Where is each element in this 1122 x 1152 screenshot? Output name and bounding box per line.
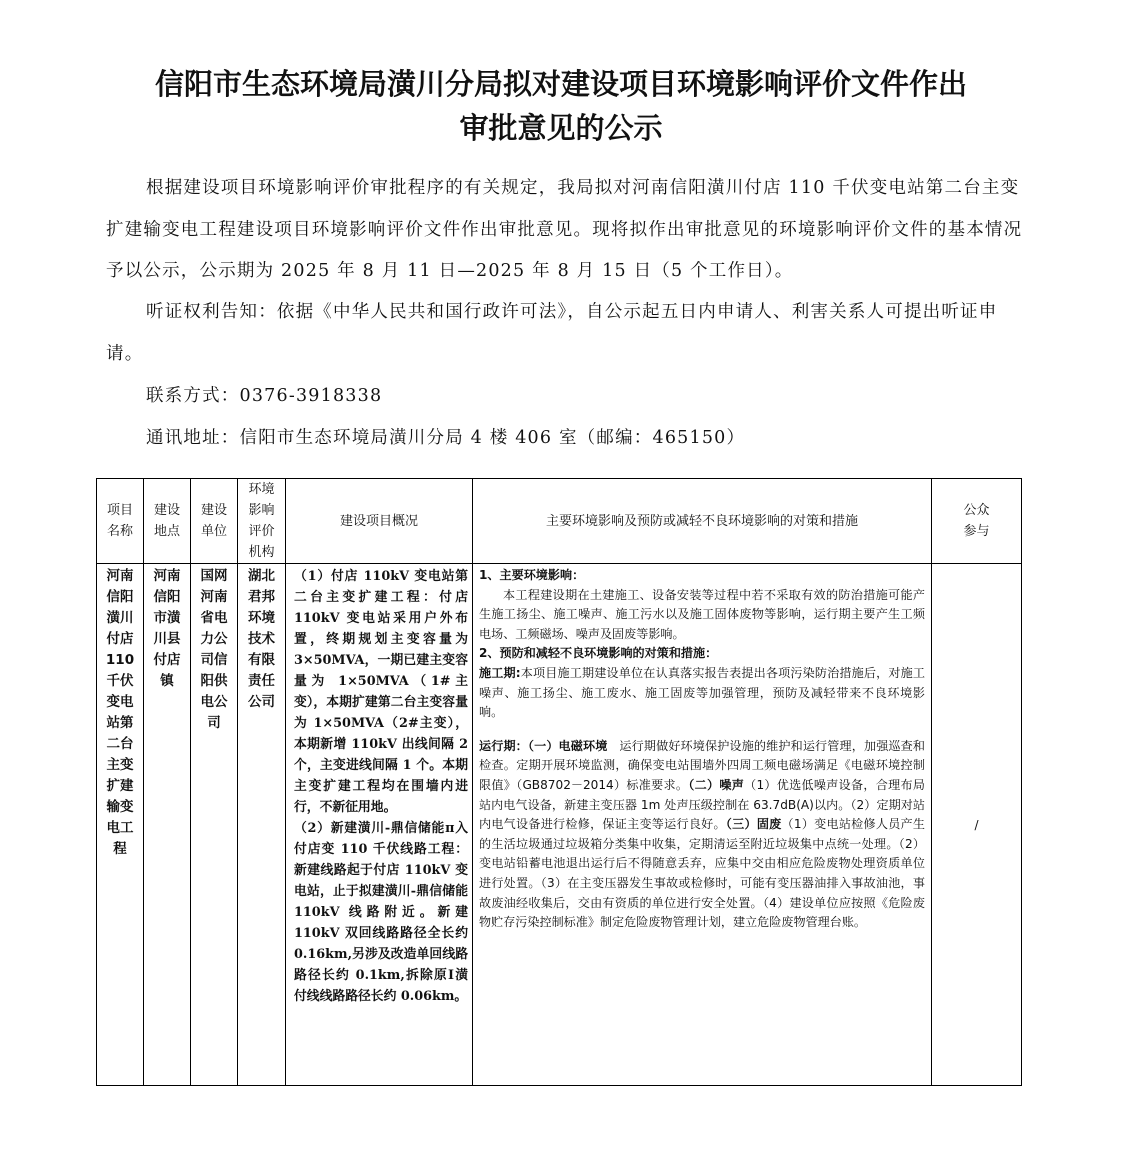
table-row bbox=[97, 564, 1022, 1086]
cell-agency bbox=[238, 564, 286, 1086]
text-line: 电公 bbox=[200, 694, 228, 710]
waste-label: （三）固废 bbox=[725, 817, 782, 832]
noise-label: （二）噪声 bbox=[688, 777, 745, 792]
text-line: 技术 bbox=[248, 631, 275, 647]
text-line: 责任 bbox=[248, 673, 275, 689]
text-line: 二台 bbox=[106, 736, 134, 752]
text-line: 力公 bbox=[200, 631, 228, 647]
text-line: 程 bbox=[113, 841, 127, 857]
text-line: 参与 bbox=[963, 524, 990, 539]
cell-project-name bbox=[97, 564, 144, 1086]
text-line: 川县 bbox=[153, 631, 181, 647]
text-line: 变电 bbox=[106, 694, 134, 710]
cell-impact bbox=[473, 564, 932, 1086]
impact-main-text: 本工程建设期在土建施工、设备安装等过程中若不采取有效的防治措施可能产生施工扬尘、施工噪声、施工污水以及施工固体废物等影响，运行期主要产生工频电场、工频磁场、噪声及固废等影响。 bbox=[479, 587, 925, 641]
mailing-address: 通讯地址：信阳市生态环境局潢川分局 4 楼 406 室（邮编：465150） bbox=[146, 428, 746, 448]
text-line: 机构 bbox=[248, 545, 275, 560]
text-line: 项目 bbox=[106, 503, 133, 518]
text-line: 司 bbox=[207, 715, 221, 731]
header-impact: 主要环境影响及预防或减轻不良环境影响的对策和措施 bbox=[473, 479, 932, 564]
text-line: 湖北 bbox=[248, 568, 275, 584]
text-line: 地点 bbox=[153, 524, 180, 539]
text-line: 影响 bbox=[248, 503, 275, 518]
text-line: 付店 bbox=[153, 652, 181, 668]
text-line: 有限 bbox=[248, 652, 275, 668]
text-line: 信阳 bbox=[106, 589, 134, 605]
header-summary: 建设项目概况 bbox=[286, 479, 473, 564]
table-header-row bbox=[97, 479, 1022, 564]
hearing-notice: 听证权利告知：依据《中华人民共和国行政许可法》，自公示起五日内申请人、利害关系人可提出听证申请。 bbox=[106, 302, 998, 364]
page-title-line2: 审批意见的公示 bbox=[459, 111, 663, 145]
text-line: 河南 bbox=[153, 568, 181, 584]
impact-heading-2: 2、预防和减轻不良环境影响的对策和措施： bbox=[479, 646, 718, 661]
operation-label: 运行期：（一）电磁环境 bbox=[479, 738, 608, 753]
text-line: 110 bbox=[105, 652, 135, 668]
text-line: 河南 bbox=[106, 568, 134, 584]
text-line: 输变 bbox=[106, 799, 134, 815]
header-unit bbox=[191, 479, 238, 564]
text-line: 信阳 bbox=[153, 589, 181, 605]
text-line: 国网 bbox=[200, 568, 228, 584]
impact-operation bbox=[479, 737, 925, 933]
construction-label: 施工期: bbox=[479, 665, 521, 680]
intro-paragraph: 根据建设项目环境影响评价审批程序的有关规定，我局拟对河南信阳潢川付店 110 千伏变电站第二台主变扩建输变电工程建设项目环境影响评价文件作出审批意见。现将拟作出审批意见的环境影响评价文件的基本情况予以公示，公示期为 2025 年 8 月 11 日—2025 年 8 月 15 日（5 个工作日）。 bbox=[106, 178, 1023, 281]
public-value: / bbox=[974, 817, 979, 832]
text-line: 阳供 bbox=[200, 673, 228, 689]
header-public bbox=[932, 479, 1022, 564]
text-line: 司信 bbox=[200, 652, 228, 668]
text-line: 评价 bbox=[248, 524, 275, 539]
text-line: 镇 bbox=[160, 673, 174, 689]
text-line: 河南 bbox=[200, 589, 228, 605]
cell-location bbox=[144, 564, 191, 1086]
text-line: 千伏 bbox=[106, 673, 134, 689]
impact-construction bbox=[479, 664, 925, 723]
text-line: 潢川 bbox=[106, 610, 134, 626]
text-line: 公司 bbox=[248, 694, 275, 710]
text-line: 建设 bbox=[153, 503, 180, 518]
text-line: 环境 bbox=[248, 610, 275, 626]
contact-info: 联系方式：0376-3918338 bbox=[146, 386, 383, 406]
text-line: 环境 bbox=[248, 482, 275, 497]
header-location bbox=[144, 479, 191, 564]
text-line: 君邦 bbox=[248, 589, 275, 605]
text-line: 建设 bbox=[200, 503, 227, 518]
impact-heading-1: 1、主要环境影响： bbox=[479, 568, 585, 582]
text-line: 名称 bbox=[106, 524, 133, 539]
text-line: 主变 bbox=[106, 757, 134, 773]
summary-part-2: （2）新建潢川-鼎信储能π入付店变 110 千伏线路工程：新建线路起于付店 110kV 变电站，止于拟建潢川-鼎信储能 110kV 线路附近。新建 110kV 双回线路路径全长约 0.16km,另涉及改造单回线路路径长约 0.1km,拆除原Ⅰ潢付线线路路径长约 0.06km。 bbox=[294, 821, 468, 1004]
header-agency bbox=[238, 479, 286, 564]
cell-unit bbox=[191, 564, 238, 1086]
page-title-line1: 信阳市生态环境局潢川分局拟对建设项目环境影响评价文件作出 bbox=[154, 67, 967, 101]
noise-text: （1）优选低噪声设备，合理布局站内电气设备，新建主变压器 1m 处声压级控制在 63.7dB(A)以内。（2）定期对站内电气设备进行检修，保证主变等运行良好。 bbox=[479, 777, 925, 832]
cell-summary bbox=[286, 564, 473, 1086]
construction-text: 本项目施工期建设单位在认真落实报告表提出各项污染防治措施后，对施工噪声、施工扬尘、施工废水、施工固废等加强管理，预防及减轻带来不良环境影响。 bbox=[479, 665, 925, 720]
text-line: 扩建 bbox=[106, 778, 134, 794]
text-line: 市潢 bbox=[153, 610, 181, 626]
header-project-name bbox=[97, 479, 144, 564]
project-table bbox=[96, 478, 1022, 1086]
waste-text: （1）变电站检修人员产生的生活垃圾通过垃圾箱分类集中收集，定期清运至附近垃圾集中点统一处理。（2）变电站铅蓄电池退出运行后不得随意丢弃，应集中交由相应危险废物处理资质单位进行处置。（3）在主变压器发生事故或检修时，可能有变压器油排入事故油池，事故废油经收集后，交由有资质的单位进行安全处置。（4）建设单位应按照《危险废物贮存污染控制标准》制定危险废物管理计划，建立危险废物管理台账。 bbox=[479, 817, 925, 930]
text-line: 付店 bbox=[106, 631, 134, 647]
text-line: 省电 bbox=[200, 610, 228, 626]
text-line: 电工 bbox=[106, 820, 134, 836]
summary-part-1: （1）付店 110kV 变电站第二台主变扩建工程：付店 110kV 变电站采用户外布置，终期规划主变容量为 3×50MVA，一期已建主变容量为 1×50MVA（1#主变），本期扩建第二台主变容量为 1×50MVA（2#主变），本期新增 110kV 出线间隔 2 个，主变进线间隔 1 个。本期主变扩建工程均在围墙内进行，不新征用地。 bbox=[294, 569, 468, 815]
em-text: 运行期做好环境保护设施的维护和运行管理，加强巡查和检查。定期开展环境监测，确保变电站围墙外四周工频电磁场满足《电磁环境控制限值》（GB8702－2014）标准要求。 bbox=[479, 738, 925, 792]
text-line: 单位 bbox=[200, 524, 227, 539]
text-line: 站第 bbox=[106, 715, 134, 731]
cell-public bbox=[932, 564, 1022, 1086]
text-line: 公众 bbox=[963, 503, 990, 518]
